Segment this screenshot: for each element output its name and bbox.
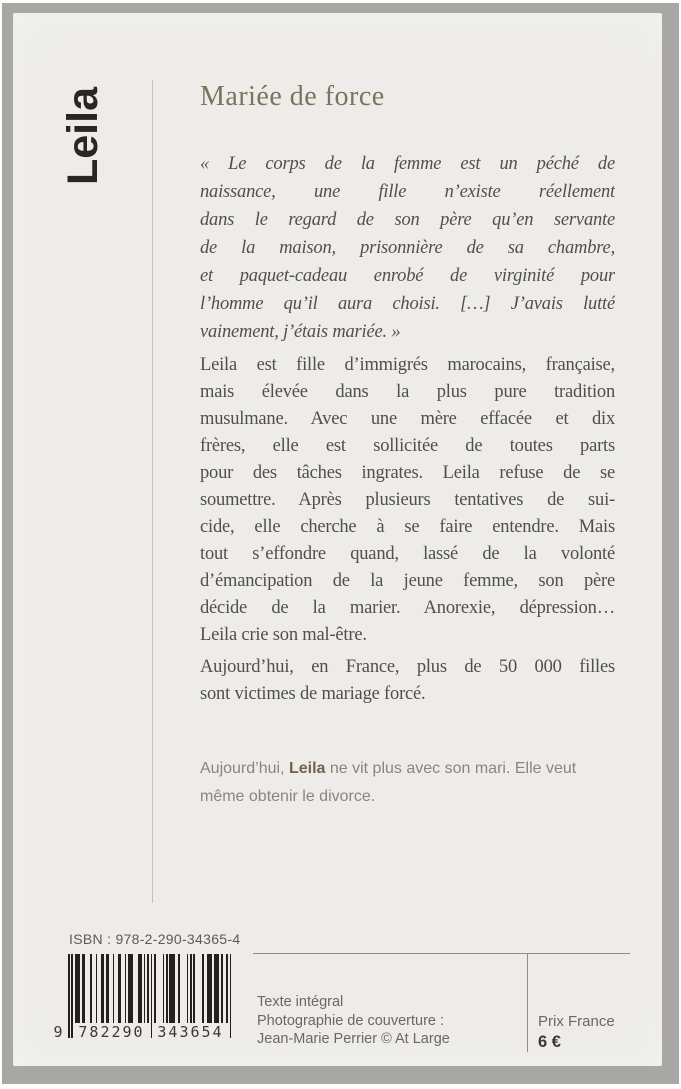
author-spine-text: Leila [59,87,107,185]
quote-line: de la maison, prisonnière de sa chambre, [200,238,615,258]
synopsis-line: musulmane. Avec une mère effacée et dix [200,409,615,429]
isbn-text: ISBN : 978-2-290-34365-4 [69,931,241,947]
quote-line: vainement, j’étais mariée. » [200,322,401,342]
footer-horizontal-rule [253,953,630,954]
synopsis-line: décide de la marier. Anorexie, dépression… [200,598,615,618]
publisher-note [200,755,650,811]
credits-block [257,993,450,1049]
quote-line: naissance, une fille n’existe réellement [200,182,615,202]
publisher-note-line [200,755,650,783]
barcode-module [230,954,232,1038]
note-prefix: Aujourd’hui, [200,760,289,777]
quote-block [200,150,615,346]
synopsis-line: Leila crie son mal-être. [200,625,367,645]
barcode-lead-digit: 9 [53,1023,63,1041]
synopsis-line: frères, elle est sollicitée de toutes parts [200,436,615,456]
credits-line: Jean-Marie Perrier © At Large [257,1031,450,1047]
statistic-line: sont victimes de mariage forcé. [200,684,426,704]
price-value: 6 € [538,1033,561,1051]
synopsis-line: d’émancipation de la jeune femme, son père [200,571,615,591]
synopsis-line: pour des tâches ingrates. Leila refuse de se [200,463,615,483]
synopsis-line: tout s’effondre quand, lassé de la volonté [200,544,615,564]
credits-line: Texte intégral [257,994,344,1010]
price-label: Prix France [538,1013,615,1030]
synopsis-line: soumettre. Après plusieurs tentatives de sui- [200,490,615,510]
barcode-left-digits: 782290 [74,1023,149,1042]
synopsis-line: Leila est fille d’immigrés marocains, française, [200,355,615,375]
synopsis-line: cide, elle cherche à se faire entendre. Mais [200,517,615,537]
note-author-name: Leila [288,760,326,777]
barcode-right-digits: 343654 [153,1023,228,1042]
spine-divider-line [152,80,153,903]
quote-line: l’homme qu’il aura choisi. […] J’avais lutté [200,294,615,314]
synopsis-paragraph [200,352,615,649]
ean13-barcode [53,954,231,1046]
quote-line: « Le corps de la femme est un péché de [200,154,615,174]
publisher-note-line: même obtenir le divorce. [200,788,376,805]
quote-line: dans le regard de son père qu’en servante [200,210,615,230]
credits-line: Photographie de couverture : [257,1012,445,1029]
note-suffix: ne vit plus avec son mari. Elle veut [325,760,577,777]
book-title: Mariée de force [200,81,385,112]
statistic-line: Aujourd’hui, en France, plus de 50 000 filles [200,657,615,677]
quote-line: et paquet-cadeau enrobé de virginité pour [200,266,615,286]
footer-vertical-rule [527,953,528,1052]
synopsis-line: mais élevée dans la plus pure tradition [200,382,615,402]
price-block [538,1012,615,1052]
statistic-paragraph [200,654,615,708]
